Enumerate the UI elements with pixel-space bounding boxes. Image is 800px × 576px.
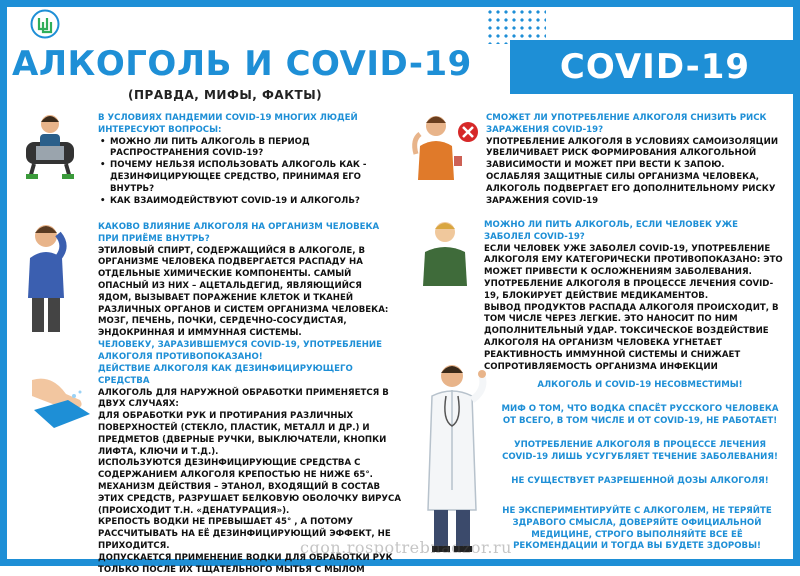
right-section-1 bbox=[486, 113, 781, 207]
doctor-icon bbox=[420, 360, 490, 556]
right-question-2: МОЖНО ЛИ ПИТЬ АЛКОГОЛЬ, ЕСЛИ ЧЕЛОВЕК УЖЕ ЗАБОЛЕЛ COVID-19? bbox=[484, 220, 739, 242]
left-paragraph: ДЛЯ ОБРАБОТКИ РУК И ПРОТИРАНИЯ РАЗЛИЧНЫХ ПОВЕРХНОСТЕЙ (СТЕКЛО, ПЛАСТИК, МЕТАЛЛ И ДР.) И ПРЕДМЕТОВ (ДВЕРНЫЕ РУЧКИ, ВЫКЛЮЧАТЕЛИ, КНОПКИ ЛИФТА, КЛЮЧИ И Т.Д.). bbox=[98, 411, 387, 457]
callout-advice: НЕ ЭКСПЕРИМЕНТИРУЙТЕ С АЛКОГОЛЕМ, НЕ ТЕРЯЙТЕ ЗДРАВОГО СМЫСЛА, ДОВЕРЯЙТЕ ОФИЦИАЛЬНОЙ МЕДИЦИНЕ, СТРОГО ВЫПОЛНЯЙТЕ ВСЕ ЕЁ РЕКОМЕНДАЦИИ И ТОГДА ВЫ БУДЕТЕ ЗДОРОВЫ! bbox=[502, 506, 772, 552]
left-body-2: ЭТИЛОВЫЙ СПИРТ, СОДЕРЖАЩИЙСЯ В АЛКОГОЛЕ, В ОРГАНИЗМЕ ЧЕЛОВЕКА ПОДВЕРГАЕТСЯ РАСПАДУ НА ОТДЕЛЬНЫЕ ХИМИЧЕСКИЕ КОМПОНЕНТЫ. САМЫЙ ОПАСНЫЙ ИЗ НИХ – АЦЕТАЛЬДЕГИД, ЯВЛЯЮЩИЙСЯ ЯДОМ, ВЫЗЫВАЕТ ПОРАЖЕНИЕ КЛЕТОК И ТКАНЕЙ РАЗЛИЧНЫХ ОРГАНОВ И СИСТЕМ ОРГАНИЗМА ЧЕЛОВЕКА: МОЗГ, ПЕЧЕНЬ, ПОЧКИ, СЕРДЕЧНО-СОСУДИСТАЯ, ЭНДОКРИННАЯ И ИММУННАЯ СИСТЕМЫ. bbox=[98, 245, 389, 339]
person-at-laptop-icon bbox=[20, 108, 80, 180]
callout-no-safe-dose: НЕ СУЩЕСТВУЕТ РАЗРЕШЕННОЙ ДОЗЫ АЛКОГОЛЯ! bbox=[511, 476, 769, 486]
callout-myth: МИФ О ТОМ, ЧТО ВОДКА СПАСЁТ РУССКОГО ЧЕЛОВЕКА ОТ ВСЕГО, В ТОМ ЧИСЛЕ И ОТ COVID-19, НЕ РАБОТАЕТ! bbox=[501, 404, 779, 426]
right-question-1: СМОЖЕТ ЛИ УПОТРЕБЛЕНИЕ АЛКОГОЛЯ СНИЗИТЬ РИСК ЗАРАЖЕНИЯ COVID-19? bbox=[486, 113, 767, 135]
left-paragraph: МЕХАНИЗМ ДЕЙСТВИЯ – ЭТАНОЛ, ВХОДЯЩИЙ В СОСТАВ ЭТИХ СРЕДСТВ, РАЗРУШАЕТ БЕЛКОВУЮ ОБОЛОЧКУ ВИРУСА (ПРОИСХОДИТ Т.Н. «ДЕНАТУРАЦИЯ»). bbox=[98, 481, 402, 516]
right-paragraph: УПОТРЕБЛЕНИЕ АЛКОГОЛЯ В ПРОЦЕССЕ ЛЕЧЕНИЯ COVID-19, БЛОКИРУЕТ ДЕЙСТВИЕ МЕДИКАМЕНТОВ. bbox=[484, 278, 774, 301]
list-item: • КАК ВЗАИМОДЕЙСТВУЮТ COVID-19 И АЛКОГОЛЬ? bbox=[98, 196, 388, 208]
left-question-2: КАКОВО ВЛИЯНИЕ АЛКОГОЛЯ НА ОРГАНИЗМ ЧЕЛОВЕКА ПРИ ПРИЁМЕ ВНУТРЬ? bbox=[98, 222, 380, 244]
left-paragraph: КРЕПОСТЬ ВОДКИ НЕ ПРЕВЫШАЕТ 45° , А ПОТОМУ РАССЧИТЫВАТЬ НА ЕЁ ДЕЗИНФИЦИРУЮЩИЙ ЭФФЕКТ, НЕ ПРИХОДИТСЯ. bbox=[98, 517, 391, 551]
list-item: • МОЖНО ЛИ ПИТЬ АЛКОГОЛЬ В ПЕРИОД РАСПРОСТРАНЕНИЯ COVID-19? bbox=[98, 137, 388, 161]
left-section-1 bbox=[98, 113, 388, 207]
page-title: АЛКОГОЛЬ И COVID-19 bbox=[12, 44, 472, 84]
covid-banner: COVID-19 bbox=[510, 40, 800, 94]
worried-man-icon bbox=[18, 218, 78, 333]
watermark: cgon.rospotrebnadzor.ru bbox=[300, 538, 512, 557]
left-paragraph: АЛКОГОЛЬ ДЛЯ НАРУЖНОЙ ОБРАБОТКИ ПРИМЕНЯЕТСЯ В ДВУХ СЛУЧАЯХ: bbox=[98, 387, 389, 410]
left-question-1: В УСЛОВИЯХ ПАНДЕМИИ COVID-19 МНОГИХ ЛЮДЕЙ ИНТЕРЕСУЮТ ВОПРОСЫ: bbox=[98, 113, 358, 135]
hand-sanitizing-icon bbox=[28, 370, 98, 432]
left-note-2: ЧЕЛОВЕКУ, ЗАРАЗИВШЕМУСЯ COVID-19, УПОТРЕБЛЕНИЕ АЛКОГОЛЯ ПРОТИВОПОКАЗАНО! bbox=[98, 339, 382, 362]
man-refusing-drink-icon bbox=[410, 110, 482, 180]
left-question-3: ДЕЙСТВИЕ АЛКОГОЛЯ КАК ДЕЗИНФИЦИРУЮЩЕГО СРЕДСТВА bbox=[98, 364, 353, 386]
callout-treatment: УПОТРЕБЛЕНИЕ АЛКОГОЛЯ В ПРОЦЕССЕ ЛЕЧЕНИЯ COVID-19 ЛИШЬ УСУГУБЛЯЕТ ТЕЧЕНИЕ ЗАБОЛЕВАНИЯ! bbox=[502, 440, 778, 462]
cgon-logo-icon bbox=[30, 9, 60, 39]
left-section-2 bbox=[98, 222, 398, 364]
sick-man-icon bbox=[415, 218, 475, 286]
right-section-2 bbox=[484, 220, 784, 373]
right-body-1: УПОТРЕБЛЕНИЕ АЛКОГОЛЯ В УСЛОВИЯХ САМОИЗОЛЯЦИИ УВЕЛИЧИВАЕТ РИСК ФОРМИРОВАНИЯ АЛКОГОЛЬНОЙ ЗАВИСИМОСТИ И МОЖЕТ ПРИ ВЕСТИ К ЗАПОЮ. ОСЛАБЛЯЯ ЗАЩИТНЫЕ СИЛЫ ОРГАНИЗМА ЧЕЛОВЕКА, АЛКОГОЛЬ ПОДВЕРГАЕТ ЕГО ДОПОЛНИТЕЛЬНОМУ РИСКУ ЗАРАЖЕНИЯ COVID-19 bbox=[486, 136, 779, 206]
right-paragraph: ЕСЛИ ЧЕЛОВЕК УЖЕ ЗАБОЛЕЛ COVID-19, УПОТРЕБЛЕНИЕ АЛКОГОЛЯ ЕМУ КАТЕГОРИЧЕСКИ ПРОТИВОПОКАЗАНО: ЭТО МОЖЕТ ПРИВЕСТИ К ОСЛОЖНЕНИЯМ ЗАБОЛЕВАНИЯ. bbox=[484, 243, 783, 278]
page-subtitle: (ПРАВДА, МИФЫ, ФАКТЫ) bbox=[128, 88, 323, 102]
callout-incompatible: АЛКОГОЛЬ И COVID-19 НЕСОВМЕСТИМЫ! bbox=[537, 380, 743, 390]
right-paragraph: ВЫВОД ПРОДУКТОВ РАСПАДА АЛКОГОЛЯ ПРОИСХОДИТ, В ТОМ ЧИСЛЕ ЧЕРЕЗ ЛЕГКИЕ. ЭТО НАНОСИТ ПО НИМ ДОПОЛНИТЕЛЬНЫЙ УДАР. ТОКСИЧЕСКОЕ ВОЗДЕЙСТВИЕ АЛКОГОЛЯ НА ОРГАНИЗМ ЧЕЛОВЕКА УГНЕТАЕТ РЕАКТИВНОСТЬ ИММУННОЙ СИСТЕМЫ И СНИЖАЕТ СОПРОТИВЛЯЕМОСТЬ ОРГАНИЗМА ИНФЕКЦИИ bbox=[484, 302, 779, 372]
dot-pattern bbox=[486, 8, 546, 44]
question-list bbox=[98, 137, 388, 208]
left-paragraph: ДОПУСКАЕТСЯ ПРИМЕНЕНИЕ ВОДКИ ДЛЯ ОБРАБОТКИ РУК ТОЛЬКО ПОСЛЕ ИХ ТЩАТЕЛЬНОГО МЫТЬЯ С МЫЛОМ bbox=[98, 552, 393, 575]
left-paragraph: ИСПОЛЬЗУЮТСЯ ДЕЗИНФИЦИРУЮЩИЕ СРЕДСТВА С СОДЕРЖАНИЕМ АЛКОГОЛЯ КРЕПОСТЬЮ НЕ НИЖЕ 65°. bbox=[98, 458, 373, 481]
list-item: • ПОЧЕМУ НЕЛЬЗЯ ИСПОЛЬЗОВАТЬ АЛКОГОЛЬ КАК - ДЕЗИНФИЦИРУЮЩЕЕ СРЕДСТВО, ПРИНИМАЯ ЕГО ВНУТРЬ? bbox=[98, 160, 388, 195]
